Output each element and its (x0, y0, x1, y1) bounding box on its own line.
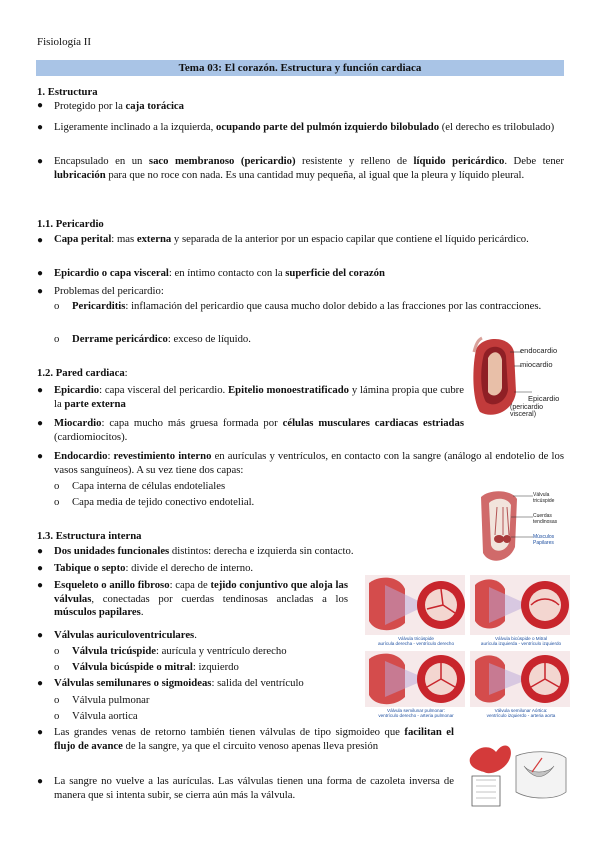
bullet-icon: ● (37, 727, 44, 738)
topic-title: Tema 03: El corazón. Estructura y función cardiaca (36, 60, 564, 76)
figure-label: miocardio (520, 360, 553, 369)
bullet-icon: ● (37, 451, 44, 462)
section-heading-internal-structure: 1.3. Estructura interna (37, 530, 142, 542)
list-item: Dos unidades funcionales distintos: derecha e izquierda sin contacto. (54, 545, 354, 557)
list-item: Endocardio: revestimiento interno en aurículas y ventrículos, en contacto con la sangre (análogo al endotelio de los vasos sanguíneos). A su vez tiene dos capas: (54, 450, 564, 476)
sub-bullet-icon: o (54, 661, 60, 673)
figure-caption: Válvula semilunar Aórtica: ventrículo izquierdo - arteria aorta (486, 708, 556, 718)
bullet-icon: ● (37, 156, 44, 167)
list-item: Válvulas auriculoventriculares. (54, 629, 197, 641)
list-item: Válvula pulmonar (72, 694, 150, 706)
course-header: Fisiología II (37, 36, 92, 48)
sub-bullet-icon: o (54, 645, 60, 657)
list-item: Epicardio o capa visceral: en íntimo contacto con la superficie del corazón (54, 267, 385, 279)
list-item: Derrame pericárdico: exceso de líquido. (72, 333, 251, 345)
list-item: Tabique o septo: divide el derecho de interno. (54, 562, 254, 574)
list-item: Válvulas semilunares o sigmoideas: salida del ventrículo (54, 677, 304, 689)
list-item: Válvula bicúspide o mitral: izquierdo (72, 661, 239, 673)
bullet-icon: ● (37, 268, 44, 279)
list-item: Epicardio: capa visceral del pericardio. Epitelio monoestratificado y lámina propia que cubre la parte externa (54, 384, 464, 410)
sub-bullet-icon: o (54, 694, 60, 706)
sub-bullet-icon: o (54, 710, 60, 722)
list-item: Válvula aortica (72, 710, 138, 722)
bullet-icon: ● (37, 546, 44, 557)
sub-bullet-icon: o (54, 480, 60, 492)
bullet-icon: ● (37, 100, 44, 111)
figure-caption: Válvula tricúspide aurícula derecha - ventrículo derecho (377, 636, 455, 646)
bullet-icon: ● (37, 235, 44, 246)
figure-label: Epicardio (528, 394, 560, 403)
bullet-icon: ● (37, 563, 44, 574)
figure-caption: Válvula semilunar pulmonar: ventrículo derecho - arteria pulmonar (378, 708, 454, 718)
list-item: La sangre no vuelve a las aurículas. Las válvulas tienen una forma de cazoleta inversa de manera que si intenta subir, se cierra aún más la válvula. (54, 775, 454, 801)
list-item: Pericarditis: inflamación del pericardio que causa mucho dolor debido a las fracciones por las contracciones. (72, 300, 542, 312)
bullet-icon: ● (37, 122, 44, 133)
section-heading-cardiac-wall: 1.2. Pared cardiaca: (37, 367, 128, 379)
bullet-icon: ● (37, 418, 44, 429)
list-item: Protegido por la caja torácica (54, 100, 184, 112)
bullet-icon: ● (37, 286, 44, 297)
section-heading-pericardium: 1.1. Pericardio (37, 218, 104, 230)
sub-bullet-icon: o (54, 300, 60, 312)
list-item: Capa perital: mas externa y separada de la anterior por un espacio capilar que contiene el líquido pericárdico. (54, 233, 529, 245)
bullet-icon: ● (37, 630, 44, 641)
list-item: Encapsulado en un saco membranoso (pericardio) resistente y relleno de líquido pericárdico. Debe tener lubricación para que no roce con nada. Es una cantidad muy pequeña, al igual que la pleura y líquido pleural. (54, 155, 564, 181)
figure-label: Cuerdas tendinosas (533, 513, 558, 525)
heart-wall-figure (470, 332, 570, 422)
bullet-icon: ● (37, 678, 44, 689)
list-item: Miocardio: capa mucho más gruesa formada por células musculares cardiacas estriadas (cardiomiocitos). (54, 417, 465, 443)
list-item: Capa interna de células endoteliales (72, 480, 226, 492)
bullet-icon: ● (37, 776, 44, 787)
sub-bullet-icon: o (54, 333, 60, 345)
list-item: Las grandes venas de retorno también tienen válvulas de tipo sigmoideo que facilitan el flujo de avance de la sangre, ya que el circuito venoso apenas lleva presión (54, 726, 454, 752)
section-heading-structure: 1. Estructura (37, 86, 98, 98)
bullet-icon: ● (37, 385, 44, 396)
figure-caption: Válvula bicúspide o Mitral aurícula izquierda - ventrículo izquierdo (480, 636, 562, 646)
heart-valves-figure (365, 575, 570, 720)
figure-label: Músculos Papilares (533, 534, 555, 546)
list-item: Problemas del pericardio: (54, 285, 164, 297)
figure-label: endocardio (520, 346, 558, 355)
sub-bullet-icon: o (54, 496, 60, 508)
list-item: Válvula tricúspide: aurícula y ventrículo derecho (72, 645, 287, 657)
list-item: Capa media de tejido conectivo endotelial. (72, 496, 255, 508)
list-item: Ligeramente inclinado a la izquierda, ocupando parte del pulmón izquierdo bilobulado (el derecho es trilobulado) (54, 121, 555, 133)
figure-label: (pericardio visceral) (510, 404, 544, 418)
venous-valve-figure (460, 736, 570, 808)
figure-label: Válvula tricúspide (533, 492, 555, 504)
bullet-icon: ● (37, 580, 44, 591)
list-item: Esqueleto o anillo fibroso: capa de tejido conjuntivo que aloja las válvulas, conectadas por cuerdas tendinosas ancladas a los músculos papilares. (54, 579, 348, 619)
valve-section-figure (475, 487, 570, 567)
